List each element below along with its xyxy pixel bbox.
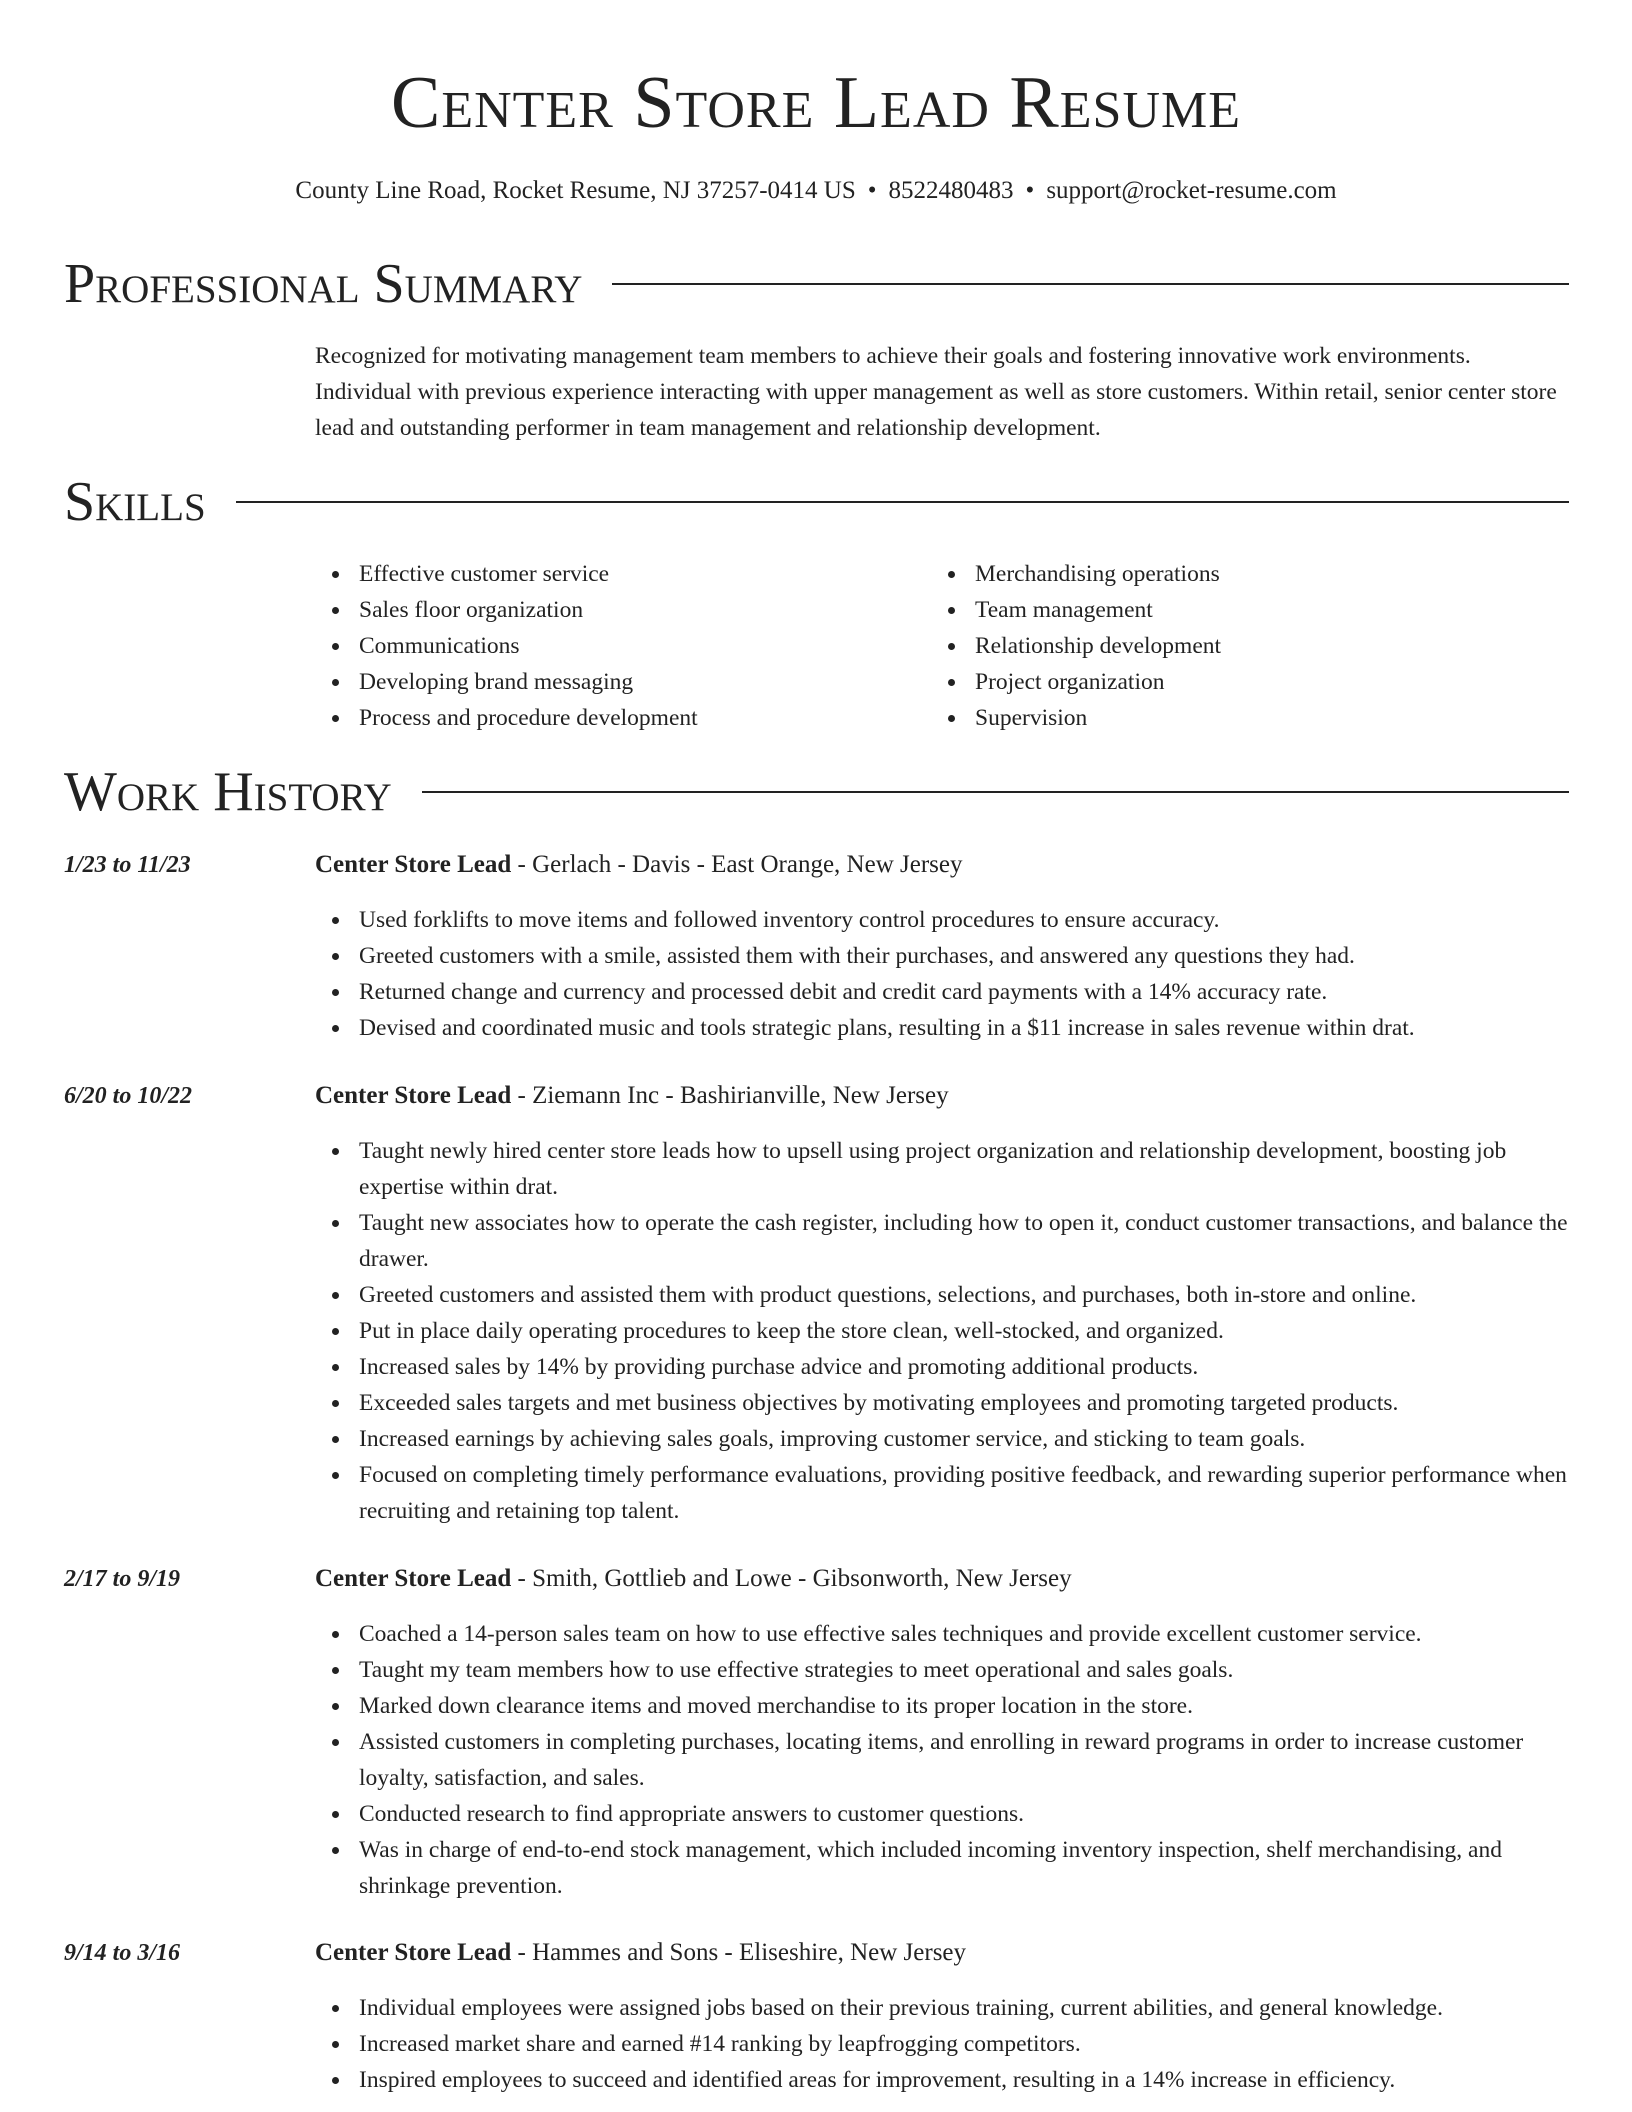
job-heading [315,848,962,882]
list-item: Inspired employees to succeed and identified areas for improvement, resulting in a 14% increase in efficiency. [315,2062,1569,2098]
list-item: Returned change and currency and processed debit and credit card payments with a 14% accuracy rate. [315,974,1569,1010]
list-item: Team management [931,592,1531,628]
job-company: - Ziemann Inc - Bashirianville, New Jersey [511,1082,949,1109]
list-item: Communications [315,628,915,664]
summary-text: Recognized for motivating management team members to achieve their goals and fostering innovative work environments. Individual with previous experience interacting with upper management as well as store customers. Within retail, senior center store lead and outstanding performer in team management and relationship development. [315,343,1557,441]
list-item: Merchandising operations [931,556,1531,592]
list-item: Greeted customers and assisted them with product questions, selections, and purchases, both in-store and online. [315,1277,1569,1313]
job-role: Center Store Lead [315,1082,512,1109]
skills-list-right [931,556,1531,736]
list-item: Assisted customers in completing purchases, locating items, and enrolling in reward programs in order to increase customer loyalty, satisfaction, and sales. [315,1724,1569,1796]
job-heading [315,1936,966,1970]
list-item: Individual employees were assigned jobs based on their previous training, current abilities, and general knowledge. [315,1990,1569,2026]
list-item: Marked down clearance items and moved merchandise to its proper location in the store. [315,1688,1569,1724]
list-item: Relationship development [931,628,1531,664]
list-item: Used forklifts to move items and followed inventory control procedures to ensure accuracy. [315,902,1569,938]
list-item: Exceeded sales targets and met business objectives by motivating employees and promoting targeted products. [315,1385,1569,1421]
list-item: Project organization [931,664,1531,700]
job-dates: 9/14 to 3/16 [64,1940,181,1966]
list-item: Developing brand messaging [315,664,915,700]
section-title-skills: Skills [64,471,206,533]
section-divider [236,501,1569,503]
job-heading [315,1079,949,1113]
list-item: Increased market share and earned #14 ranking by leapfrogging competitors. [315,2026,1569,2062]
list-item: Effective customer service [315,556,915,592]
contact-address: County Line Road, Rocket Resume, NJ 37257-0414 US [295,177,856,204]
list-item: Taught my team members how to use effective strategies to meet operational and sales goals. [315,1652,1569,1688]
list-item: Focused on completing timely performance evaluations, providing positive feedback, and rewarding superior performance when recruiting and retaining top talent. [315,1457,1569,1529]
job-company: - Gerlach - Davis - East Orange, New Jersey [511,851,963,878]
list-item: Was in charge of end-to-end stock management, which included incoming inventory inspection, shelf merchandising, and shrinkage prevention. [315,1832,1569,1904]
list-item: Taught newly hired center store leads how to upsell using project organization and relationship development, boosting job expertise within drat. [315,1133,1569,1205]
section-header-work [64,760,1569,824]
job-company: - Smith, Gottlieb and Lowe - Gibsonworth, New Jersey [511,1565,1072,1592]
job-role: Center Store Lead [315,1565,512,1592]
section-header-skills [64,470,1569,534]
job-duties-list [315,1990,1569,2098]
resume-title: Center Store Lead Resume [390,62,1242,144]
list-item: Increased earnings by achieving sales goals, improving customer service, and sticking to team goals. [315,1421,1569,1457]
job-dates: 2/17 to 9/19 [64,1566,181,1592]
list-item: Process and procedure development [315,700,915,736]
section-title-summary: Professional Summary [64,253,583,315]
job-role: Center Store Lead [315,851,512,878]
contact-separator: • [867,177,877,204]
job-company: - Hammes and Sons - Eliseshire, New Jersey [511,1939,967,1966]
section-header-summary [64,252,1569,316]
list-item: Coached a 14-person sales team on how to use effective sales techniques and provide excellent customer service. [315,1616,1569,1652]
skills-list-left [315,556,915,736]
list-item: Supervision [931,700,1531,736]
list-item: Put in place daily operating procedures to keep the store clean, well-stocked, and organized. [315,1313,1569,1349]
contact-separator: • [1025,177,1035,204]
job-duties-list [315,1616,1569,1904]
list-item: Greeted customers with a smile, assisted them with their purchases, and answered any questions they had. [315,938,1569,974]
job-dates: 6/20 to 10/22 [64,1083,193,1109]
list-item: Conducted research to find appropriate answers to customer questions. [315,1796,1569,1832]
contact-phone: 8522480483 [888,177,1014,204]
job-duties-list [315,1133,1569,1529]
list-item: Devised and coordinated music and tools strategic plans, resulting in a $11 increase in sales revenue within drat. [315,1010,1569,1046]
contact-line [0,174,1632,208]
list-item: Increased sales by 14% by providing purchase advice and promoting additional products. [315,1349,1569,1385]
list-item: Taught new associates how to operate the cash register, including how to open it, conduct customer transactions, and balance the drawer. [315,1205,1569,1277]
job-heading [315,1562,1072,1596]
section-divider [612,283,1569,285]
job-role: Center Store Lead [315,1939,512,1966]
section-title-work: Work History [64,761,392,823]
job-duties-list [315,902,1569,1046]
contact-email[interactable]: support@rocket-resume.com [1046,177,1337,204]
list-item: Sales floor organization [315,592,915,628]
job-dates: 1/23 to 11/23 [64,852,191,878]
section-divider [422,791,1569,793]
